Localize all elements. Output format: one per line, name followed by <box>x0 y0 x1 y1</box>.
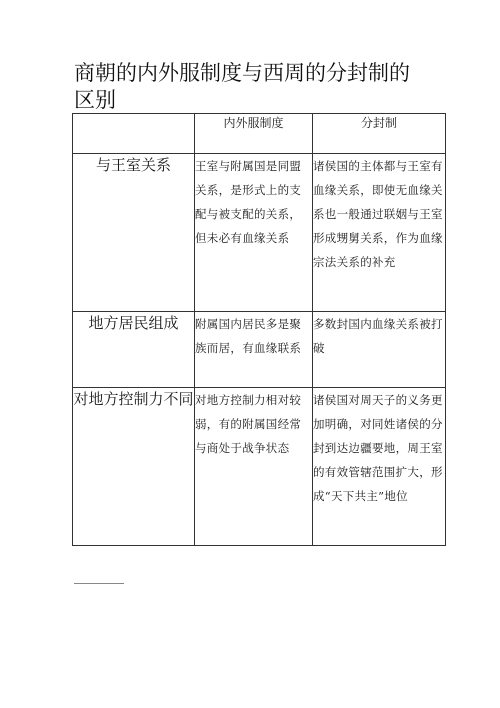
table-corner-cell <box>73 114 195 154</box>
table-row <box>73 154 446 312</box>
table-row <box>73 312 446 388</box>
column-header-neiwaifu: 内外服制度 <box>195 114 313 154</box>
table-header-row <box>73 114 446 154</box>
footnote-divider <box>74 583 124 584</box>
table-cell: 附属国内居民多是聚族而居，有血缘联系 <box>195 312 313 388</box>
column-header-fenfeng: 分封制 <box>313 114 446 154</box>
table-cell: 多数封国内血缘关系被打破 <box>313 312 446 388</box>
table-cell: 王室与附属国是同盟关系，是形式上的支配与被支配的关系，但未必有血缘关系 <box>195 154 313 312</box>
row-header: 地方居民组成 <box>73 312 195 388</box>
table-cell: 诸侯国的主体都与王室有血缘关系，即使无血缘关系也一般通过联姻与王室形成甥舅关系，作为血缘宗法关系的补充 <box>313 154 446 312</box>
comparison-table <box>72 113 446 546</box>
row-header: 对地方控制力不同 <box>73 388 195 546</box>
table-row <box>73 388 446 546</box>
document-title: 商朝的内外服制度与西周的分封制的区别 <box>74 61 410 112</box>
table-cell: 对地方控制力相对较弱，有的附属国经常与商处于战争状态 <box>195 388 313 546</box>
table-cell: 诸侯国对周天子的义务更加明确，对同姓诸侯的分封到达边疆要地，周王室的有效管辖范围扩大，形成“天下共主”地位 <box>313 388 446 546</box>
row-header: 与王室关系 <box>73 154 195 312</box>
